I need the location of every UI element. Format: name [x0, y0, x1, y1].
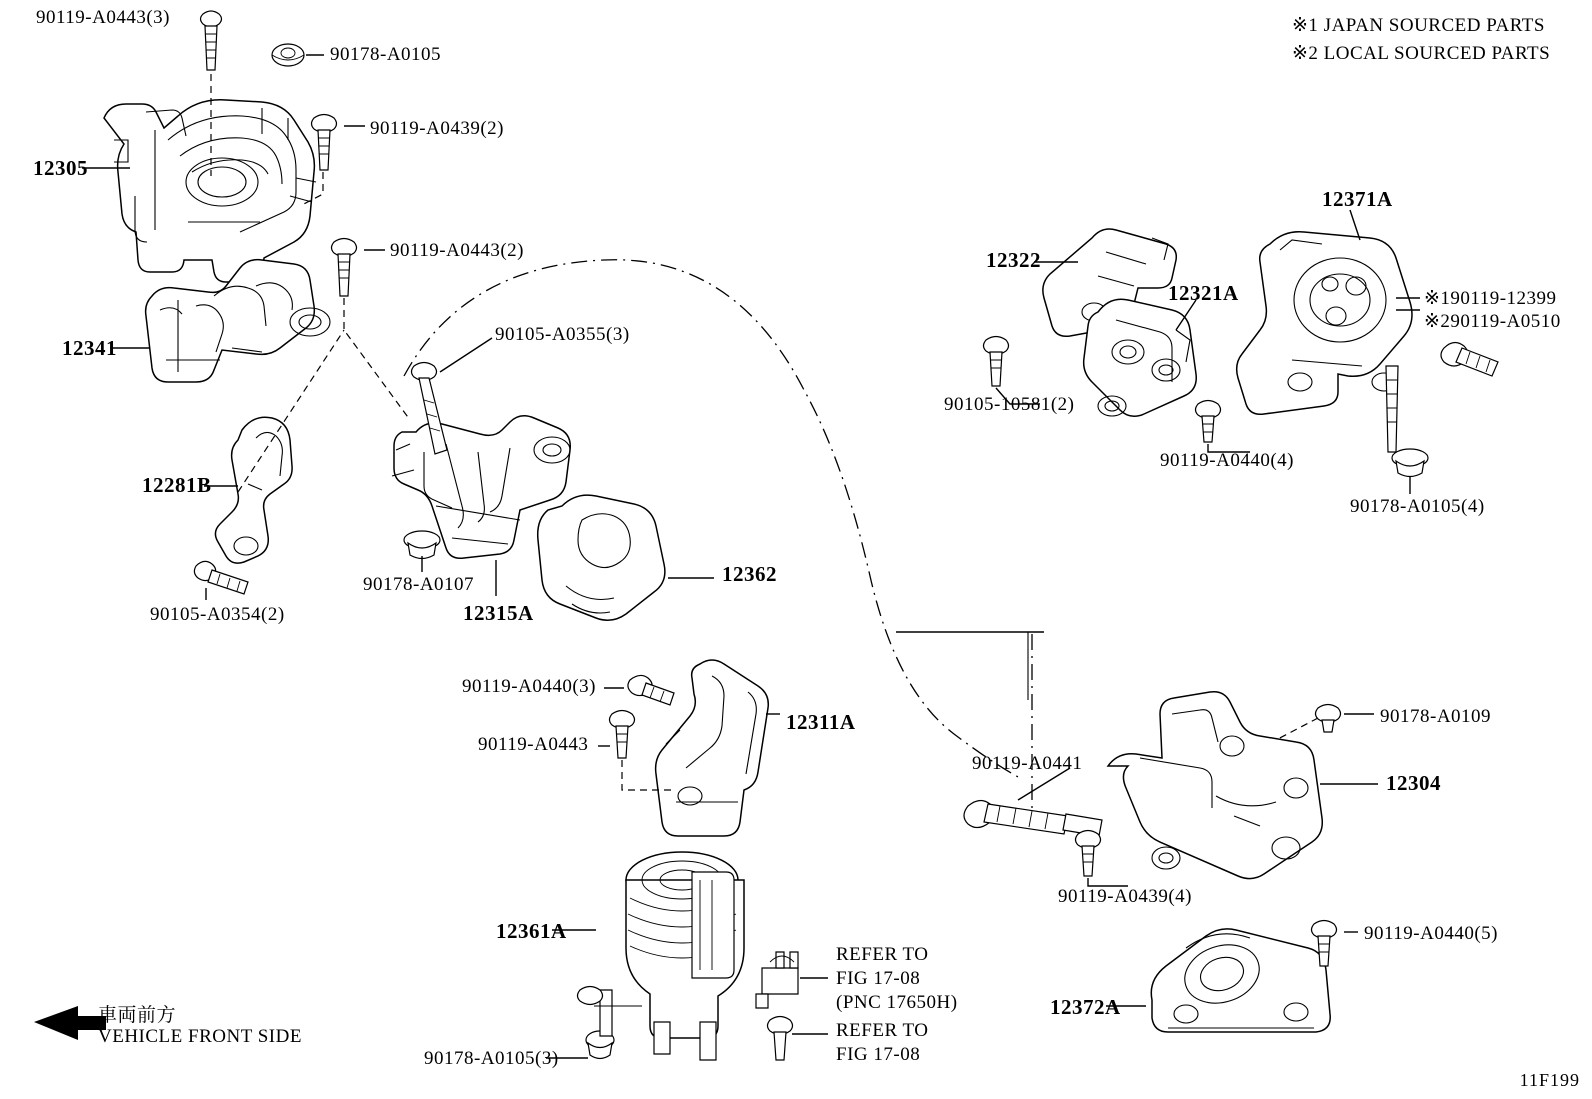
label-90119-A0443-2: 90119-A0443(2)	[390, 240, 524, 261]
label-12372A: 12372A	[1050, 995, 1121, 1019]
label-90119-A0440-5: 90119-A0440(5)	[1364, 923, 1498, 944]
label-90119-A0440-4: 90119-A0440(4)	[1160, 450, 1294, 471]
note-japan-sourced: ※1 JAPAN SOURCED PARTS	[1292, 15, 1545, 36]
label-90105-A0354-2: 90105-A0354(2)	[150, 604, 285, 625]
washer-90178-A0107	[404, 531, 440, 559]
label-local-90119-A0510: ※290119-A0510	[1424, 311, 1561, 332]
bolt-refer-fig1708	[768, 1017, 793, 1061]
part-12371A-mount	[1237, 232, 1412, 415]
part-refer-valve	[756, 952, 798, 1008]
refer-note-2-line1: REFER TO	[836, 1020, 929, 1041]
nut-90178-A0105	[272, 44, 304, 66]
label-japan-90119-12399: ※190119-12399	[1424, 288, 1557, 309]
label-90119-A0439-2: 90119-A0439(2)	[370, 118, 504, 139]
part-12361A-mount	[578, 852, 745, 1060]
label-90119-A0440-3: 90119-A0440(3)	[462, 676, 596, 697]
label-12362: 12362	[722, 562, 777, 586]
label-12311A: 12311A	[786, 710, 856, 734]
bolt-90178-A0109	[1316, 705, 1341, 733]
part-12341-bracket	[146, 260, 330, 382]
label-12315A: 12315A	[463, 601, 534, 625]
bolt-90105-10581-2	[984, 337, 1009, 387]
label-90119-A0443-3: 90119-A0443(3)	[36, 7, 170, 28]
part-12311A-bracket	[656, 660, 769, 836]
refer-note-2-line2: FIG 17-08	[836, 1044, 921, 1065]
part-12305-engine-mount	[104, 100, 316, 282]
part-12372A-mount	[1151, 929, 1330, 1032]
label-12281B: 12281B	[142, 473, 212, 497]
part-12321A-bracket	[1084, 299, 1197, 416]
part-12281B-clamp	[215, 417, 292, 563]
label-90178-A0105-3: 90178-A0105(3)	[424, 1048, 559, 1069]
bolt-90119-A0443-3	[201, 11, 222, 70]
refer-note-1-line3: (PNC 17650H)	[836, 992, 958, 1013]
label-90178-A0107: 90178-A0107	[363, 574, 475, 595]
vehicle-front-arrow	[34, 1006, 106, 1040]
bolt-90105-A0354-2	[194, 561, 248, 594]
label-12305: 12305	[33, 156, 88, 180]
label-90119-A0441: 90119-A0441	[972, 753, 1083, 774]
vehicle-front-en: VEHICLE FRONT SIDE	[98, 1026, 302, 1047]
bolt-90119-A0441	[964, 800, 1102, 836]
label-12304: 12304	[1386, 771, 1441, 795]
part-12304-mount	[1108, 692, 1322, 879]
label-12361A: 12361A	[496, 919, 567, 943]
refer-note-1-line1: REFER TO	[836, 944, 929, 965]
bolt-90119-A0439-4	[1076, 831, 1101, 877]
part-12362-cover	[538, 495, 665, 620]
label-12371A: 12371A	[1322, 187, 1393, 211]
label-90105-A0355-3: 90105-A0355(3)	[495, 324, 630, 345]
refer-note-1-line2: FIG 17-08	[836, 968, 921, 989]
bolt-90119-A0443-2	[332, 239, 357, 297]
label-12321A: 12321A	[1168, 281, 1239, 305]
label-12341: 12341	[62, 336, 117, 360]
vehicle-front-jp: 車両前方	[98, 1005, 177, 1026]
label-90119-A0439-4: 90119-A0439(4)	[1058, 886, 1192, 907]
note-local-sourced: ※2 LOCAL SOURCED PARTS	[1292, 43, 1551, 64]
bolt-90119-A0440-4	[1196, 401, 1221, 443]
label-90105-10581-2: 90105-10581(2)	[944, 394, 1075, 415]
bolt-90119-A0443-single	[610, 711, 635, 759]
stud-90178-A0105-4	[1386, 366, 1428, 477]
label-90119-A0443: 90119-A0443	[478, 734, 589, 755]
bolt-90178-A0105-4-stud	[1441, 342, 1498, 376]
label-12322: 12322	[986, 248, 1041, 272]
figure-id: 11F199	[1519, 1070, 1580, 1090]
label-90178-A0109: 90178-A0109	[1380, 706, 1492, 727]
label-90178-A0105-4: 90178-A0105(4)	[1350, 496, 1485, 517]
bolt-90119-A0439-2	[312, 115, 337, 171]
bolt-90119-A0440-3	[628, 675, 674, 705]
label-90178-A0105: 90178-A0105	[330, 44, 442, 65]
